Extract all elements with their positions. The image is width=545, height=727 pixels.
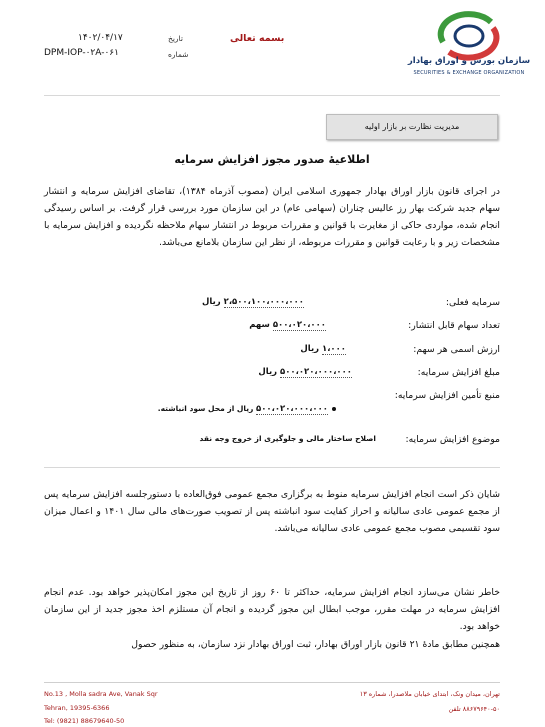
detail-unit: سهم bbox=[249, 320, 270, 330]
detail-unit: ریال bbox=[202, 297, 221, 307]
purpose-value: اصلاح ساختار مالی و جلوگیری از خروج وجه نقد bbox=[199, 434, 376, 443]
footer-address-fa-2: ۸۸۶۷۹۶۴۰-۵۰ تلفن bbox=[448, 705, 500, 713]
detail-row-increase-amount bbox=[44, 367, 500, 383]
footer-address-en-1: No.13 , Molla sadra Ave, Vanak Sqr bbox=[44, 690, 158, 698]
bismillah-heading: بسمه تعالی bbox=[230, 33, 285, 44]
detail-value bbox=[202, 297, 304, 307]
detail-amount: ۵۰۰،۰۲۰،۰۰۰،۰۰۰ bbox=[280, 367, 352, 377]
footer-address-fa-1: تهران، میدان ونک، ابتدای خیابان ملاصدرا، شماره ۱۳ bbox=[359, 690, 500, 698]
section-divider bbox=[44, 467, 500, 468]
detail-label: تعداد سهام قابل انتشار: bbox=[408, 320, 500, 331]
detail-value bbox=[300, 344, 346, 354]
detail-row-current-capital bbox=[44, 297, 500, 313]
detail-label: مبلغ افزایش سرمایه: bbox=[417, 367, 500, 378]
source-amount: ۵۰۰،۰۲۰،۰۰۰،۰۰۰ bbox=[256, 404, 328, 414]
detail-value bbox=[258, 367, 352, 377]
org-name-en: SECURITIES & EXCHANGE ORGANIZATION bbox=[413, 70, 525, 76]
detail-unit: ریال bbox=[258, 367, 278, 377]
number-label: شماره bbox=[168, 50, 189, 59]
detail-amount: ۵۰۰،۰۲۰،۰۰۰ bbox=[272, 320, 326, 330]
footer-address-en-3: Tel: (9821) 88679640-50 bbox=[44, 717, 125, 725]
detail-row-nominal-value bbox=[44, 344, 500, 360]
department-box: مدیریت نظارت بر بازار اولیه bbox=[326, 114, 498, 140]
paragraph-conditions: شایان ذکر است انجام افزایش سرمایه منوط به برگزاری مجمع عمومی فوق‌العاده با دستورجلسه افزایش سرمایه پس از مجمع عمومی عادی سالیانه و احراز کفایت سود انباشته پس از تصویب صورت‌های مالی سال ۱۴۰۱ و اعمال میزان سود تقسیمی مصوب مجمع عمومی عادی سالیانه می‌باشد. bbox=[44, 489, 500, 534]
purpose-label: موضوع افزایش سرمایه: bbox=[405, 434, 500, 445]
footer-divider bbox=[44, 682, 500, 683]
detail-label: ارزش اسمی هر سهم: bbox=[413, 344, 500, 355]
footer-address-en-2: Tehran, 19395-6366 bbox=[44, 704, 110, 712]
detail-row-shares bbox=[44, 320, 500, 336]
purpose-row bbox=[44, 434, 500, 450]
source-desc: ریال از محل سود انباشته. bbox=[157, 404, 254, 413]
page-title: اطلاعیهٔ صدور مجوز افزایش سرمایه bbox=[174, 153, 370, 166]
number-value: DPM-IOP-۰۲A-۰۶۱ bbox=[44, 48, 119, 58]
detail-amount: ۱،۰۰۰ bbox=[322, 344, 346, 354]
detail-amount: ۲،۵۰۰،۱۰۰،۰۰۰،۰۰۰ bbox=[223, 297, 304, 307]
source-label: منبع تأمین افزایش سرمایه: bbox=[394, 390, 500, 401]
organization-logo-icon bbox=[398, 6, 540, 94]
bullet-icon bbox=[332, 407, 336, 411]
intro-paragraph: در اجرای قانون بازار اوراق بهادار جمهوری اسلامی ایران (مصوب آذرماه ۱۳۸۴)، تقاضای افزایش سرمایه و انتشار سهام جدید شرکت بهار رز عالیس چناران (سهامی عام) در این سازمان مورد بررسی قرار گرفت. بر اساس رسیدگی انجام شده، مواردی حاکی از مغایرت با قوانین و مقررات مربوط در انتشار سهام ملاحظه نگردیده و افزایش سرمایه با مشخصات زیر و با رعایت قوانین و مقررات مربوطه، از نظر این سازمان بلامانع می‌باشد. bbox=[44, 186, 500, 248]
detail-label: سرمایه فعلی: bbox=[445, 297, 500, 308]
source-value-row bbox=[44, 404, 500, 420]
date-label: تاریخ bbox=[168, 34, 183, 43]
detail-unit: ریال bbox=[300, 344, 320, 354]
date-value: ۱۴۰۲/۰۴/۱۷ bbox=[78, 33, 123, 43]
paragraph-registration: همچنین مطابق مادهٔ ۲۱ قانون بازار اوراق بهادار، ثبت اوراق بهادار نزد سازمان، به منظور حصول bbox=[131, 639, 500, 650]
header-divider bbox=[44, 95, 500, 96]
source-value bbox=[158, 404, 336, 414]
paragraph-deadline: خاطر نشان می‌سازد انجام افزایش سرمایه، حداکثر تا ۶۰ روز از تاریخ این مجوز امکان‌پذیر خواهد بود. عدم انجام افزایش سرمایه در مهلت مقرر، موجب ابطال این مجوز گردیده و انجام آن مستلزم اخذ مجوز جدید از این سازمان خواهد بود. bbox=[44, 587, 501, 632]
org-name-fa: سازمان بورس و اوراق بهادار bbox=[407, 56, 531, 66]
detail-value bbox=[249, 320, 326, 330]
